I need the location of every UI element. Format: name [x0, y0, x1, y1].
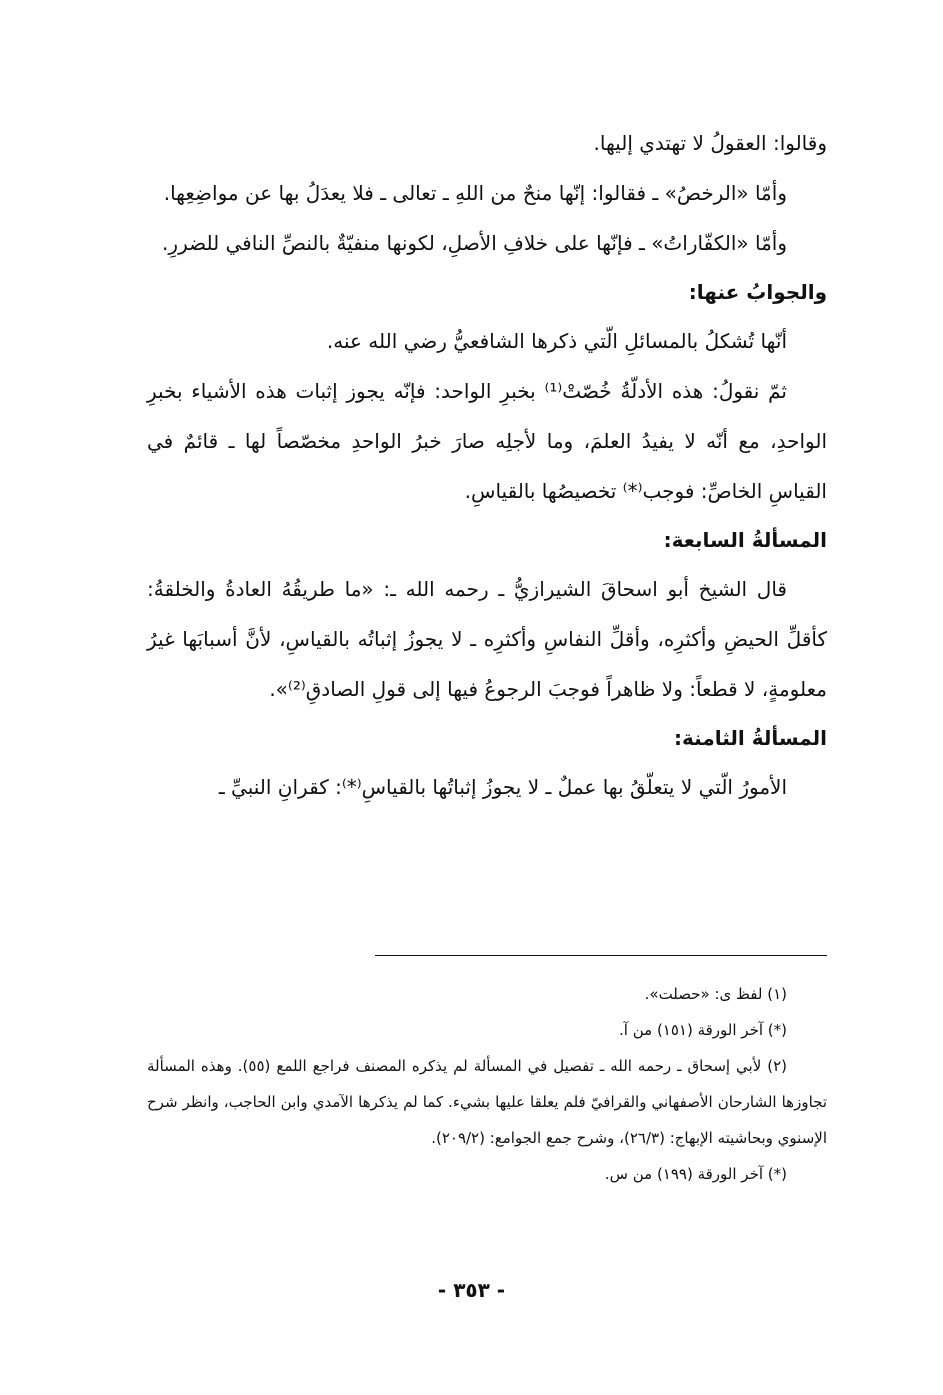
page-number: - ٣٥٣ -	[437, 1278, 506, 1302]
footnotes	[147, 976, 827, 1192]
heading-eighth-issue: المسألةُ الثامنة:	[674, 726, 827, 750]
footnote-separator	[375, 955, 827, 956]
paragraph-eighth: الأمورُ الّتي لا يتعلّقُ بها عملٌ ـ لا يجوزُ إثباتُها بالقياسِ⁽*⁾: كقرانِ النبيِّ ـ	[218, 775, 787, 799]
heading-seventh-issue: المسألةُ السابعة:	[663, 528, 827, 552]
footnote-3: (٢) لأبي إسحاق ـ رحمه الله ـ تفصيل في المسألة لم يذكره المصنف فراجع اللمع (٥٥). وهذه المسألة تجاوزها الشارحان الأصفهاني والقرافيّ فلم يعلقا عليها بشيء. كما لم يذكرها الآمدي وابن الحاجب، وانظر شرح الإسنوي وبحاشيته الإبهاج: (٢٦/٣)، وشرح جمع الجوامع: (٢٠٩/٢).	[147, 1057, 827, 1147]
paragraph-answer-1: أنّها تُشكلُ بالمسائلِ الّتي ذكرها الشافعيُّ رضي الله عنه.	[326, 329, 787, 353]
heading-answer: والجوابُ عنها:	[688, 280, 827, 304]
footnote-4: (*) آخر الورقة (١٩٩) من س.	[604, 1165, 787, 1183]
paragraph-seventh: قال الشيخ أبو اسحاقَ الشيرازيُّ ـ رحمه الله ـ: «ما طريقُهُ العادةُ والخلقةُ: كأقلِّ الحيضِ وأكثرِه، وأقلِّ النفاسِ وأكثرِه ـ لا يجوزُ إثباتُه بالقياسِ، لأنَّ أسبابَها غيرُ معلومةٍ، لا قطعاً: ولا ظاهراً فوجبَ الرجوعُ فيها إلى قولِ الصادقِ⁽²⁾».	[147, 577, 827, 701]
paragraph-1: وقالوا: العقولُ لا تهتدي إليها.	[593, 131, 827, 155]
paragraph-2: وأمّا «الرخصُ» ـ فقالوا: إنّها منحٌ من اللهِ ـ تعالى ـ فلا يعدَلُ بها عن مواضِعِها.	[163, 181, 787, 205]
page-body	[147, 118, 827, 812]
paragraph-3: وأمّا «الكفّاراتُ» ـ فإنّها على خلافِ الأصلِ، لكونها منفيّةٌ بالنصِّ النافي للضررِ.	[162, 231, 787, 255]
paragraph-answer-2: ثمّ نقولُ: هذه الأدلّةُ خُصّتْ⁽¹⁾ بخبرِ الواحد: فإنّه يجوز إثبات هذه الأشياء بخبرِ الواحدِ، مع أنّه لا يفيدُ العلمَ، وما لأجلِه صارَ خبرُ الواحدِ مخصّصاً لها ـ قائمٌ في القياسِ الخاصِّ: فوجب⁽*⁾ تخصيصُها بالقياسِ.	[147, 379, 827, 503]
footnote-2: (*) آخر الورقة (١٥١) من آ.	[619, 1021, 787, 1039]
footnote-1: (١) لفظ ى: «حصلت».	[644, 985, 787, 1003]
